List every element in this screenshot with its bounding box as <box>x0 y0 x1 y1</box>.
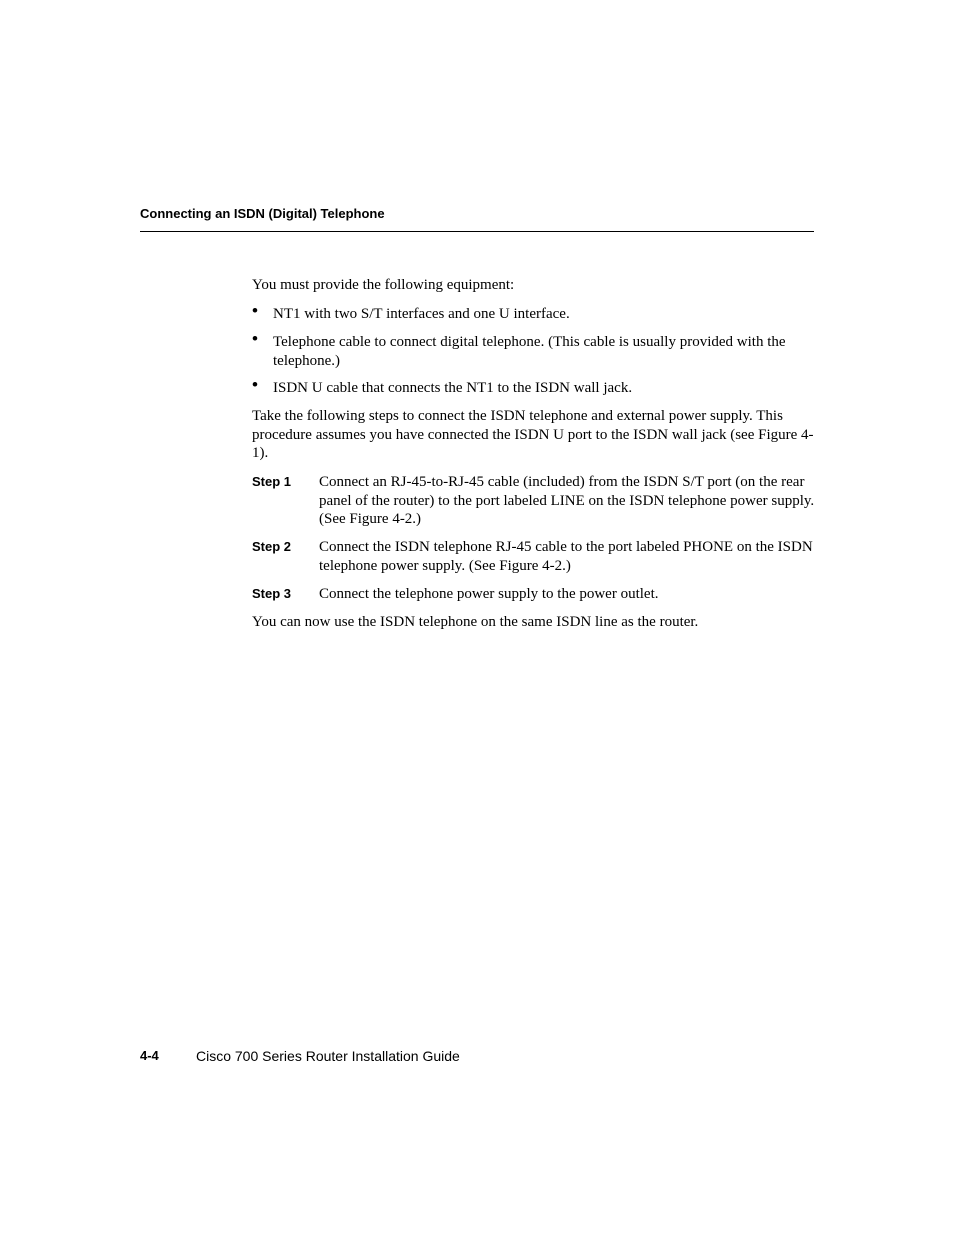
list-item <box>252 329 817 370</box>
procedure-step <box>252 585 817 604</box>
step-text: Connect an RJ-45-to-RJ-45 cable (included) from the ISDN S/T port (on the rear panel of the router) to the port labeled LINE on the ISDN telephone power supply. (See Figure 4-2.) <box>319 474 815 528</box>
step-text: Connect the ISDN telephone RJ-45 cable to the port labeled PHONE on the ISDN telephone power supply. (See Figure 4-2.) <box>319 539 813 574</box>
list-item-text: Telephone cable to connect digital telephone. (This cable is usually provided with the telephone.) <box>273 334 786 369</box>
header-divider <box>140 231 814 232</box>
bullet-icon: • <box>252 301 258 320</box>
procedure-intro: Take the following steps to connect the ISDN telephone and external power supply. This procedure assumes you have connected the ISDN U port to the ISDN wall jack (see Figure 4-1). <box>252 408 814 462</box>
list-item <box>252 375 817 398</box>
bullet-icon: • <box>252 375 258 394</box>
step-label: Step 3 <box>252 586 292 601</box>
list-item-text: NT1 with two S/T interfaces and one U interface. <box>273 306 570 322</box>
bullet-icon: • <box>252 329 258 348</box>
list-item <box>252 301 817 324</box>
intro-paragraph: You must provide the following equipment: <box>252 277 515 293</box>
section-title: Connecting an ISDN (Digital) Telephone <box>140 206 385 221</box>
step-label: Step 1 <box>252 474 292 489</box>
page-number: 4-4 <box>140 1048 159 1063</box>
closing-paragraph: You can now use the ISDN telephone on the same ISDN line as the router. <box>252 614 699 630</box>
step-label: Step 2 <box>252 539 292 554</box>
list-item-text: ISDN U cable that connects the NT1 to the ISDN wall jack. <box>273 380 633 396</box>
step-text: Connect the telephone power supply to the power outlet. <box>319 586 659 602</box>
procedure-step <box>252 538 817 575</box>
guide-title: Cisco 700 Series Router Installation Guide <box>196 1048 460 1064</box>
procedure-step <box>252 473 817 529</box>
